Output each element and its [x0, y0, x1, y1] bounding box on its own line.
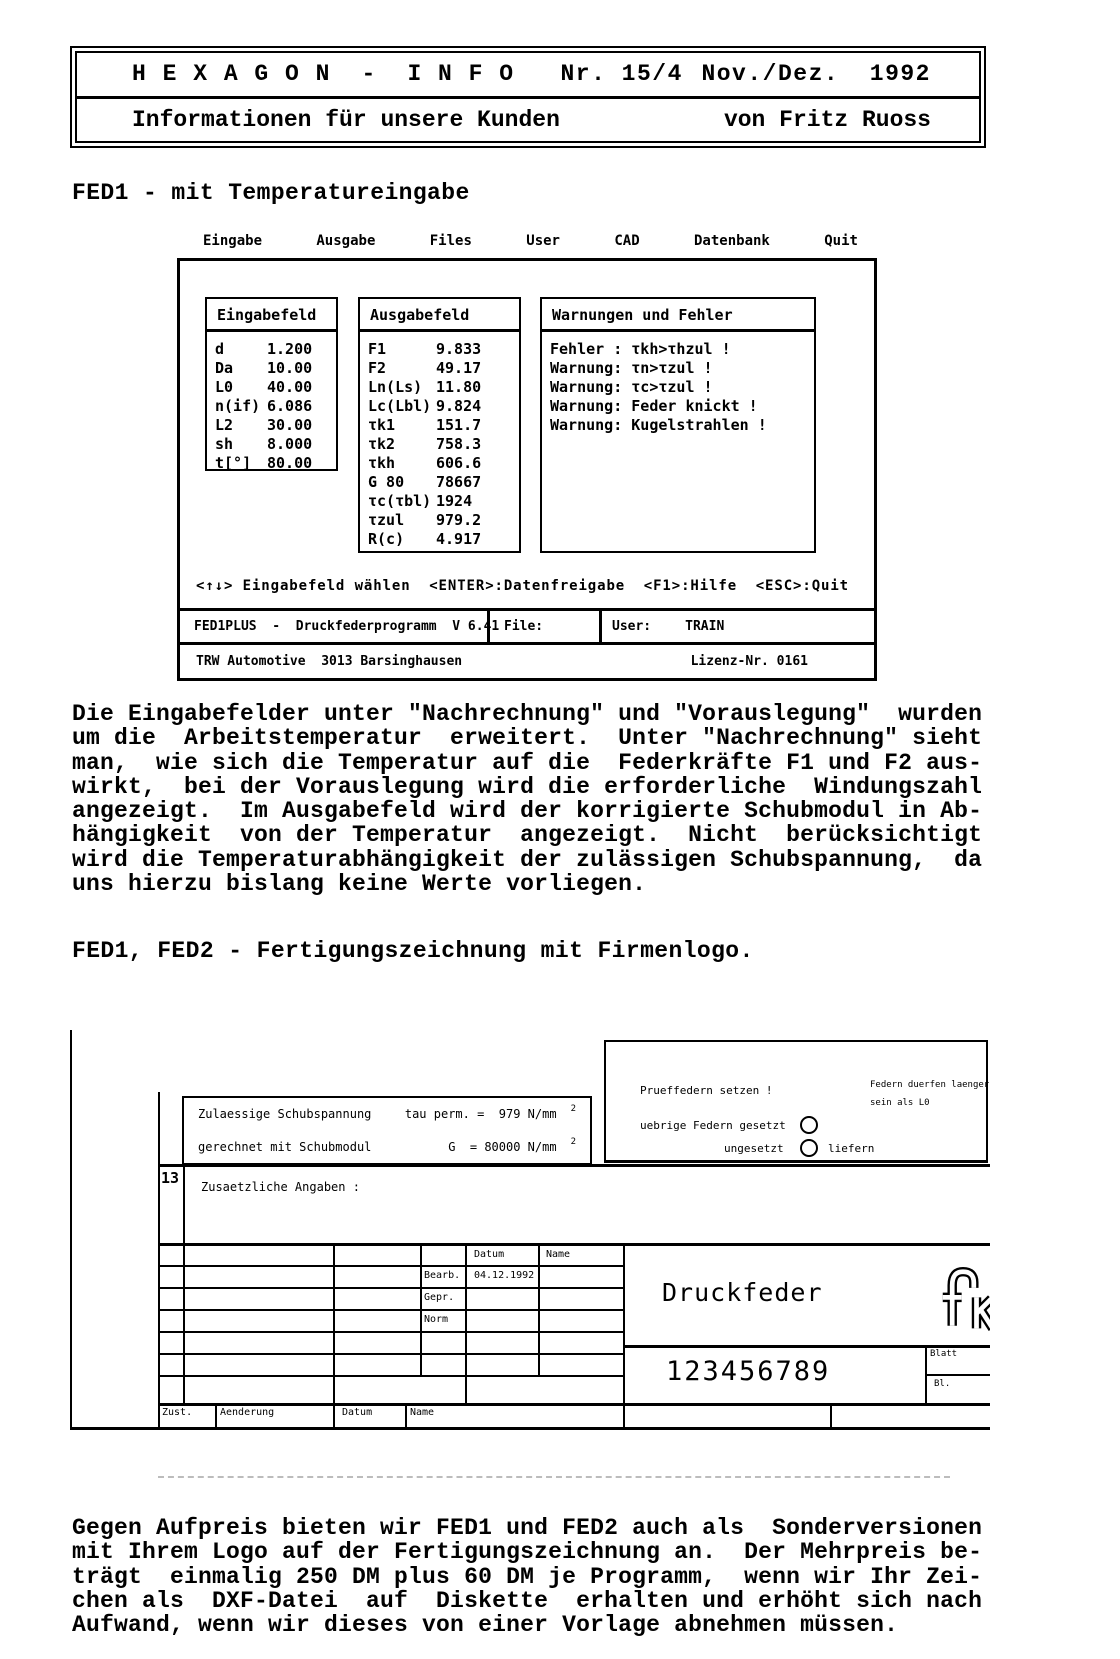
radio-circle-icon[interactable] — [800, 1139, 818, 1157]
result-row — [368, 530, 511, 549]
param-label: sh — [215, 435, 234, 453]
drawing-grid-line — [158, 1403, 990, 1406]
param-value: 1.200 — [267, 340, 313, 358]
output-panel — [358, 297, 521, 553]
paragraph-line: um die Arbeitstemperatur erweitert. Unter "Nachrechnung" sieht — [72, 725, 983, 752]
param-value: 40.00 — [267, 378, 313, 396]
app-title: FED1PLUS - Druckfederprogramm V 6.41 — [180, 611, 490, 642]
check-action-liefern: liefern — [828, 1142, 875, 1155]
titleblock-col-datum: Datum — [474, 1249, 505, 1260]
drawing-grid-line — [158, 1265, 623, 1267]
result-value: 11.80 — [436, 378, 482, 396]
param-row — [215, 454, 328, 473]
check-option-ungesetzt: ungesetzt — [724, 1142, 784, 1155]
warning-line: Warnung: Feder knickt ! — [550, 397, 758, 415]
drawing-grid-line — [158, 1353, 623, 1355]
result-row — [368, 416, 511, 435]
paragraph-line: uns hierzu bislang keine Werte vorliegen. — [72, 871, 647, 898]
user-value: TRAIN — [685, 619, 725, 634]
drawing-grid-line — [333, 1243, 335, 1427]
result-row — [368, 492, 511, 511]
section1-heading: FED1 - mit Temperatureingabe — [72, 180, 470, 206]
result-label: F1 — [368, 340, 387, 358]
titleblock-col-name: Name — [546, 1249, 571, 1260]
check-note-line2: sein als L0 — [870, 1098, 930, 1108]
paragraph-line: chen als DXF-Datei auf Diskette erhalten und erhöht sich nach — [72, 1587, 983, 1614]
drawing-grid-line — [420, 1243, 422, 1375]
license-number: Lizenz-Nr. 0161 — [690, 654, 808, 669]
titleblock-bearb-label: Bearb. — [424, 1270, 461, 1281]
body-paragraph-2 — [72, 1516, 982, 1637]
drawing-grid-line — [623, 1243, 625, 1427]
body-paragraph-1 — [72, 702, 982, 896]
spec-exponent: 2 — [570, 1104, 576, 1114]
check-option-gesetzt: uebrige Federn gesetzt — [640, 1119, 786, 1132]
param-row — [215, 340, 328, 359]
drawing-grid-line — [538, 1243, 540, 1375]
drawing-grid-line — [158, 1092, 160, 1428]
param-label: L0 — [215, 378, 234, 396]
part-name: Druckfeder — [662, 1278, 823, 1307]
output-panel-title: Ausgabefeld — [360, 299, 519, 332]
result-value: 9.833 — [436, 340, 482, 358]
result-row — [368, 473, 511, 492]
row13-number: 13 — [161, 1169, 180, 1187]
result-value: 979.2 — [436, 511, 482, 529]
result-value: 78667 — [436, 473, 482, 491]
menu-item-cad[interactable]: CAD — [614, 233, 640, 249]
param-value: 80.00 — [267, 454, 313, 472]
bottomrow-zust: Zust. — [162, 1407, 193, 1418]
result-label: τk1 — [368, 416, 396, 434]
input-panel-body — [207, 332, 336, 473]
result-row — [368, 340, 511, 359]
result-value: 49.17 — [436, 359, 482, 377]
param-value: 10.00 — [267, 359, 313, 377]
app-bar — [180, 608, 874, 645]
result-row — [368, 435, 511, 454]
paragraph-line: hängigkeit von der Temperatur angezeigt. Nicht berücksichtigt — [72, 822, 983, 849]
warnings-panel-title: Warnungen und Fehler — [542, 299, 814, 332]
result-label: G 80 — [368, 473, 405, 491]
paragraph-line: Gegen Aufpreis bieten wir FED1 und FED2 auch als Sonderversionen — [72, 1515, 983, 1541]
company-name: TRW Automotive 3013 Barsinghausen — [196, 654, 463, 669]
row13-label: Zusaetzliche Angaben : — [201, 1180, 360, 1194]
result-label: Lc(Lbl) — [368, 397, 432, 415]
drawing-grid-line — [215, 1403, 217, 1427]
bottomrow-datum: Datum — [342, 1407, 373, 1418]
fk-logo-icon — [936, 1249, 990, 1346]
warning-line: Warnung: Kugelstrahlen ! — [550, 416, 767, 434]
warning-line: Fehler : τkh>τhzul ! — [550, 340, 731, 358]
warnings-panel — [540, 297, 816, 553]
spec-exponent: 2 — [570, 1137, 576, 1147]
menu-item-datenbank[interactable]: Datenbank — [694, 233, 770, 249]
drawing-grid-line — [158, 1309, 623, 1311]
spec-box — [182, 1096, 592, 1165]
program-screenshot — [177, 258, 877, 681]
result-row — [368, 359, 511, 378]
result-row — [368, 511, 511, 530]
drawing-grid-line — [158, 1375, 623, 1377]
param-label: L2 — [215, 416, 234, 434]
header-title: H E X A G O N - I N F O Nr. 15/4 — [132, 61, 683, 88]
check-note-line1: Federn duerfen laenger — [870, 1080, 990, 1090]
user-field — [602, 611, 874, 642]
result-label: τk2 — [368, 435, 396, 453]
header-subtitle-row — [77, 99, 979, 142]
paragraph-line: wird die Temperaturabhängigkeit der zulässigen Schubspannung, da — [72, 846, 983, 873]
user-label: User: — [612, 619, 652, 634]
drawing-grid-line — [70, 1427, 990, 1430]
param-value: 6.086 — [267, 397, 313, 415]
input-panel-title: Eingabefeld — [207, 299, 336, 332]
param-label: d — [215, 340, 225, 358]
spec-row-stress — [198, 1104, 576, 1121]
menu-item-ausgabe[interactable]: Ausgabe — [316, 233, 376, 249]
warnings-panel-body — [542, 332, 814, 435]
param-row — [215, 435, 328, 454]
result-value: 4.917 — [436, 530, 482, 548]
status-hint-bar: <↑↓> Eingabefeld wählen <ENTER>:Datenfreigabe <F1>:Hilfe <ESC>:Quit — [196, 578, 850, 594]
scan-artifact-line — [158, 1476, 950, 1478]
radio-circle-icon[interactable] — [800, 1116, 818, 1134]
warning-line: Warnung: τn>τzul ! — [550, 359, 713, 377]
newsletter-header-inner — [75, 51, 981, 143]
header-subtitle: Informationen für unsere Kunden — [132, 106, 560, 133]
titleblock-norm-label: Norm — [424, 1314, 449, 1325]
spec-value: G = 80000 N/mm — [448, 1140, 557, 1154]
result-value: 9.824 — [436, 397, 482, 415]
menu-item-files[interactable]: Files — [429, 233, 472, 249]
newsletter-header — [70, 46, 986, 148]
check-box — [604, 1040, 988, 1163]
titleblock-gepr-label: Gepr. — [424, 1292, 455, 1303]
result-value: 151.7 — [436, 416, 482, 434]
result-row — [368, 378, 511, 397]
result-label: R(c) — [368, 530, 405, 548]
drawing-grid-line — [158, 1287, 623, 1289]
param-row — [215, 359, 328, 378]
drawing-grid-line — [465, 1243, 467, 1403]
param-value: 8.000 — [267, 435, 313, 453]
spec-row-modulus — [198, 1137, 576, 1154]
paragraph-line: Die Eingabefelder unter "Nachrechnung" und "Vorauslegung" wurden — [72, 701, 983, 727]
paragraph-line: Aufwand, wenn wir dieses von einer Vorlage abnehmen müssen. — [72, 1612, 899, 1639]
paragraph-line: angezeigt. Im Ausgabefeld wird der korrigierte Schubmodul in Ab- — [72, 798, 983, 825]
input-panel — [205, 297, 338, 471]
drawing-grid-line — [830, 1403, 832, 1427]
result-label: Ln(Ls) — [368, 378, 423, 396]
param-label: n(if) — [215, 397, 261, 415]
spec-value: tau perm. = 979 N/mm — [404, 1107, 557, 1121]
program-footer — [196, 654, 808, 669]
header-author: von Fritz Ruoss — [723, 106, 931, 133]
param-value: 30.00 — [267, 416, 313, 434]
paragraph-line: man, wie sich die Temperatur auf die Federkräfte F1 und F2 aus- — [72, 749, 983, 776]
paragraph-line: wirkt, bei der Vorauslegung wird die erforderliche Windungszahl — [72, 773, 983, 800]
result-value: 606.6 — [436, 454, 482, 472]
drawing-grid-line — [183, 1164, 185, 1403]
menu-item-user[interactable]: User — [526, 233, 560, 249]
drawing-grid-line — [158, 1243, 990, 1246]
output-panel-body — [360, 332, 519, 549]
spec-label: Zulaessige Schubspannung — [198, 1107, 372, 1121]
drawing-grid-line — [70, 1030, 72, 1428]
drawing-grid-line — [925, 1345, 927, 1403]
param-label: t[°] — [215, 454, 252, 472]
section2-heading: FED1, FED2 - Fertigungszeichnung mit Firmenlogo. — [72, 938, 754, 964]
bottomrow-name: Name — [410, 1407, 435, 1418]
result-label: τzul — [368, 511, 405, 529]
param-row — [215, 397, 328, 416]
param-row — [215, 378, 328, 397]
titleblock-bearb-date: 04.12.1992 — [474, 1270, 535, 1281]
menu-item-eingabe[interactable]: Eingabe — [203, 233, 263, 249]
drawing-grid-line — [158, 1331, 623, 1333]
result-value: 1924 — [436, 492, 473, 510]
drawing-grid-line — [623, 1345, 990, 1348]
file-field[interactable]: File: — [490, 611, 602, 642]
header-title-row — [77, 53, 979, 99]
result-label: τc(τbl) — [368, 492, 432, 510]
technical-drawing — [70, 1030, 990, 1430]
menu-item-quit[interactable]: Quit — [824, 233, 858, 249]
result-value: 758.3 — [436, 435, 482, 453]
paragraph-line: trägt einmalig 250 DM plus 60 DM je Programm, wenn wir Ihr Zei- — [72, 1563, 983, 1590]
bottomrow-aenderung: Aenderung — [220, 1407, 275, 1418]
result-row — [368, 454, 511, 473]
result-row — [368, 397, 511, 416]
header-issue-date: Nov./Dez. 1992 — [701, 61, 931, 88]
param-row — [215, 416, 328, 435]
menu-bar — [203, 233, 858, 249]
titleblock-blatt-label: Blatt — [930, 1349, 958, 1359]
drawing-grid-line — [925, 1374, 990, 1376]
result-label: F2 — [368, 359, 387, 377]
result-label: τkh — [368, 454, 396, 472]
warning-line: Warnung: τc>τzul ! — [550, 378, 713, 396]
part-number: 123456789 — [666, 1356, 831, 1387]
param-label: Da — [215, 359, 234, 377]
paragraph-line: mit Ihrem Logo auf der Fertigungszeichnung an. Der Mehrpreis be- — [72, 1539, 983, 1566]
titleblock-bl-label: Bl. — [934, 1379, 951, 1389]
spec-label: gerechnet mit Schubmodul — [198, 1140, 372, 1154]
check-title: Prueffedern setzen ! — [640, 1084, 773, 1097]
drawing-grid-line — [405, 1403, 407, 1427]
